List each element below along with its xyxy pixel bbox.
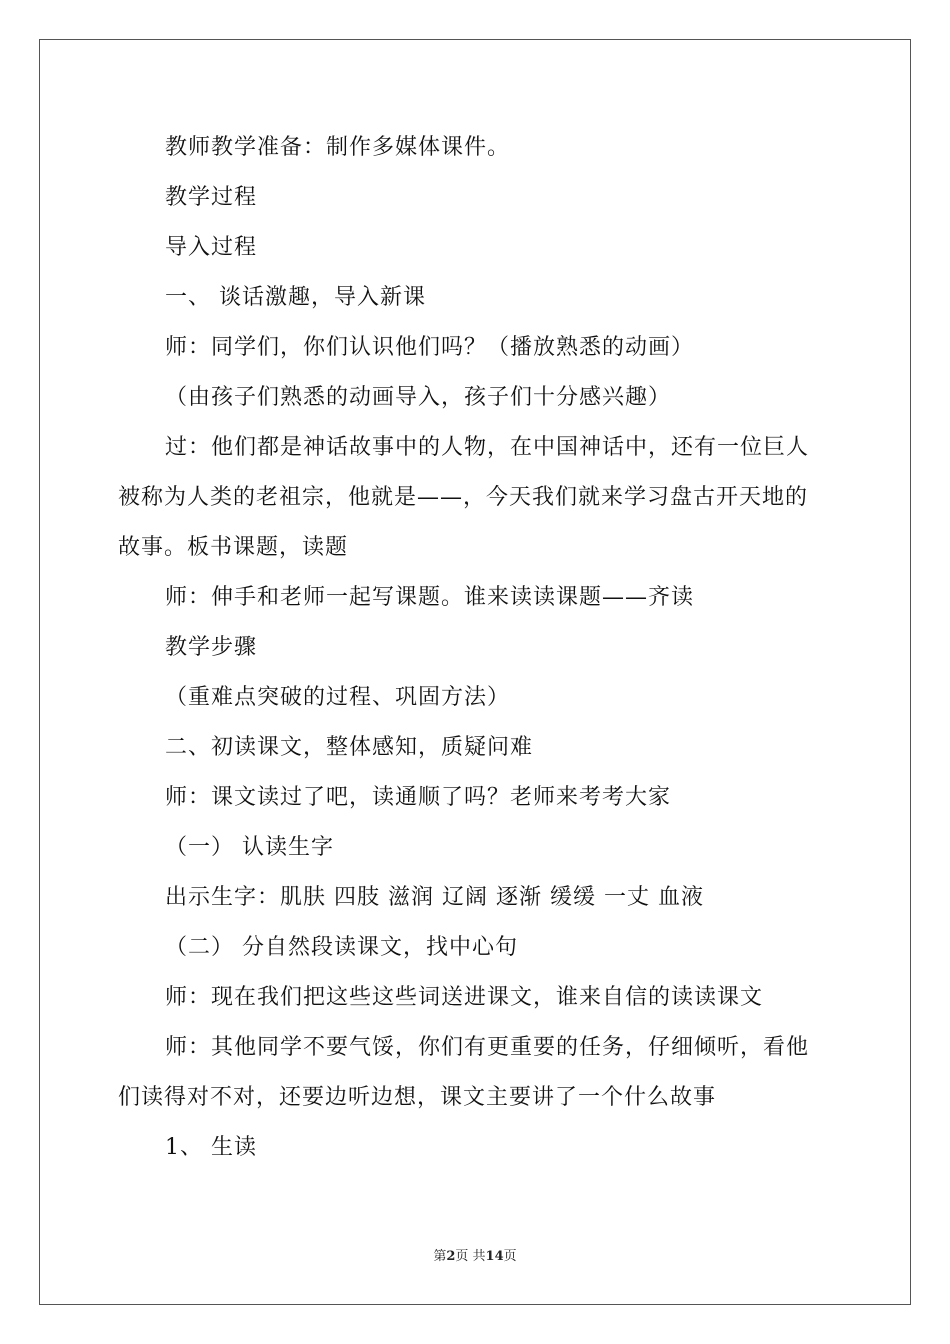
paragraph-line: 师：其他同学不要气馁，你们有更重要的任务，仔细倾听，看他 [165,1035,810,1060]
sub-heading: （二） 分自然段读课文，找中心句 [165,935,518,960]
footer-prefix: 第 [433,1249,447,1264]
text-line: 教师教学准备：制作多媒体课件。 [165,135,511,160]
section-heading: 教学步骤 [165,635,258,660]
footer-mid: 页 共 [455,1249,486,1264]
list-item: 1、 生读 [165,1135,257,1160]
paragraph-line: 被称为人类的老祖宗，他就是——，今天我们就来学习盘古开天地的 [118,485,809,510]
text-line: 师：同学们，你们认识他们吗？（播放熟悉的动画） [165,335,695,360]
document-body [118,123,838,1173]
text-line: （由孩子们熟悉的动画导入，孩子们十分感兴趣） [165,385,672,410]
current-page-number: 2 [446,1249,456,1264]
footer-suffix: 页 [503,1249,517,1264]
text-line: 师：现在我们把这些这些词送进课文，谁来自信的读读课文 [165,985,764,1010]
paragraph-line: 故事。板书课题，读题 [118,535,349,560]
paragraph-line: 们读得对不对，还要边听边想，课文主要讲了一个什么故事 [118,1085,717,1110]
step-heading: 二、初读课文，整体感知，质疑问难 [165,735,534,760]
step-heading: 一、 谈话激趣，导入新课 [165,285,426,310]
text-line: （重难点突破的过程、巩固方法） [165,685,511,710]
text-line: 师：课文读过了吧，读通顺了吗？老师来考考大家 [165,785,672,810]
section-heading: 教学过程 [165,185,258,210]
page-footer [0,1247,950,1267]
total-page-count: 14 [485,1249,504,1264]
sub-heading: （一） 认读生字 [165,835,334,860]
text-line: 师：伸手和老师一起写课题。谁来读读课题——齐读 [165,585,695,610]
text-line: 出示生字：肌肤 四肢 滋润 辽阔 逐渐 缓缓 一丈 血液 [165,885,704,910]
section-heading: 导入过程 [165,235,258,260]
paragraph-line: 过：他们都是神话故事中的人物，在中国神话中，还有一位巨人 [165,435,810,460]
